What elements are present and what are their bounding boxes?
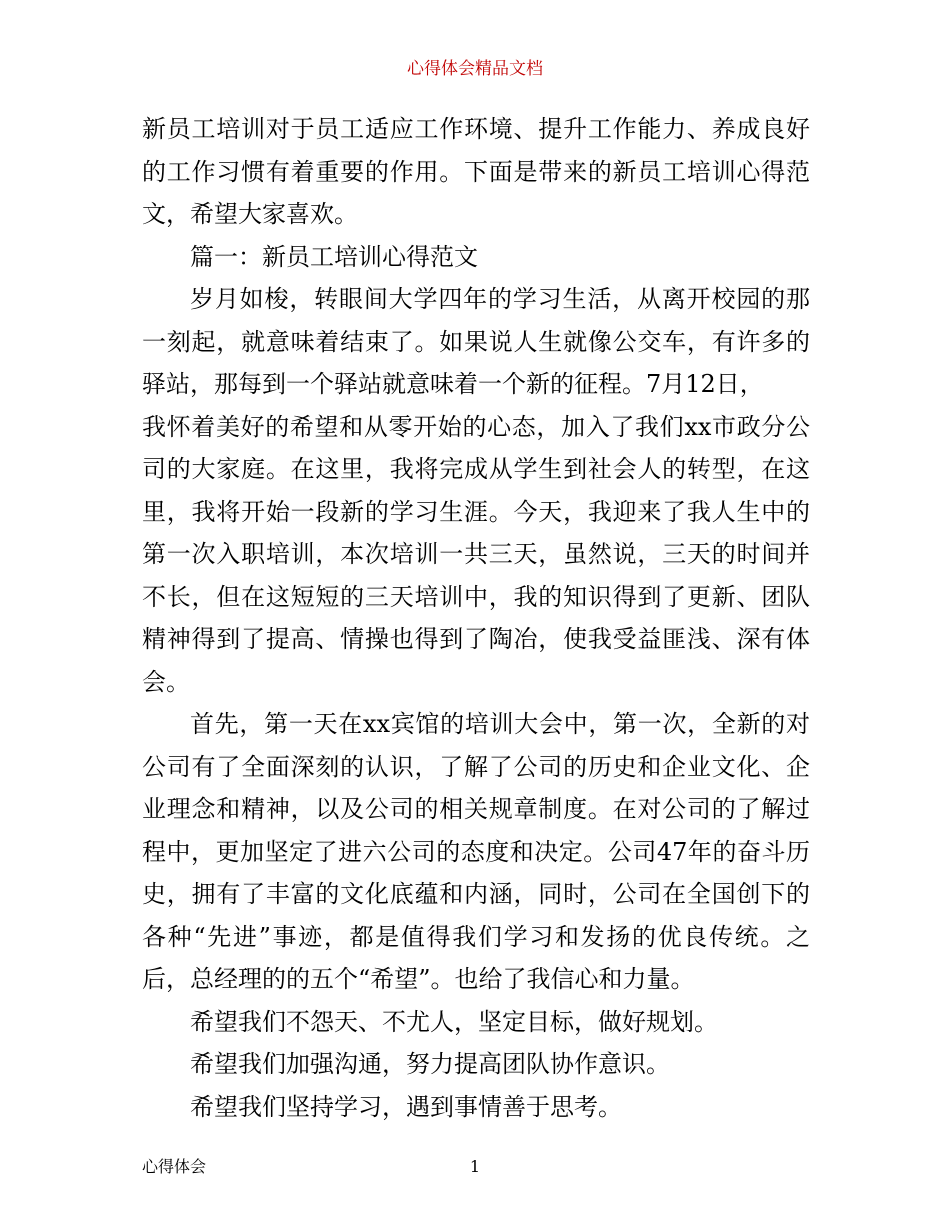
section-heading: 篇一：新员工培训心得范文 xyxy=(190,242,478,271)
intro-paragraph: 新员工培训对于员工适应工作环境、提升工作能力、养成良好的工作习惯有着重要的作用。下面是带来的新员工培训心得范文，希望大家喜欢。 xyxy=(142,115,810,228)
body-paragraph: 首先，第一天在xx宾馆的培训大会中，第一次，全新的对公司有了全面深刻的认识，了解了公司的历史和企业文化、企业理念和精神，以及公司的相关规章制度。在对公司的了解过程中，更加坚定了进六公司的态度和决定。公司47年的奋斗历史，拥有了丰富的文化底蕴和内涵，同时，公司在全国创下的各种“先进”事迹，都是值得我们学习和发扬的优良传统。之后，总经理的的五个“希望”。也给了我信心和力量。 xyxy=(142,710,810,993)
header-title: 心得体会精品文档 xyxy=(407,59,543,79)
document-body xyxy=(142,108,810,1128)
hope-item: 希望我们加强沟通，努力提高团队协作意识。 xyxy=(190,1050,670,1078)
hope-item: 希望我们不怨天、不尤人，坚定目标，做好规划。 xyxy=(190,1007,718,1036)
body-paragraph: 我怀着美好的希望和从零开始的心态，加入了我们xx市政分公司的大家庭。在这里，我将完成从学生到社会人的转型，在这里，我将开始一段新的学习生涯。今天，我迎来了我人生中的第一次入职培训，本次培训一共三天，虽然说，三天的时间并不长，但在这短短的三天培训中，我的知识得到了更新、团队精神得到了提高、情操也得到了陶冶，使我受益匪浅、深有体会。 xyxy=(142,412,810,696)
body-paragraph: 岁月如梭，转眼间大学四年的学习生活，从离开校园的那一刻起，就意味着结束了。如果说人生就像公交车，有许多的驿站，那每到一个驿站就意味着一个新的征程。7月12日， xyxy=(142,285,810,398)
page-number: 1 xyxy=(469,1157,481,1176)
hope-item: 希望我们坚持学习，遇到事情善于思考。 xyxy=(190,1092,622,1121)
footer-label: 心得体会 xyxy=(142,1157,207,1176)
